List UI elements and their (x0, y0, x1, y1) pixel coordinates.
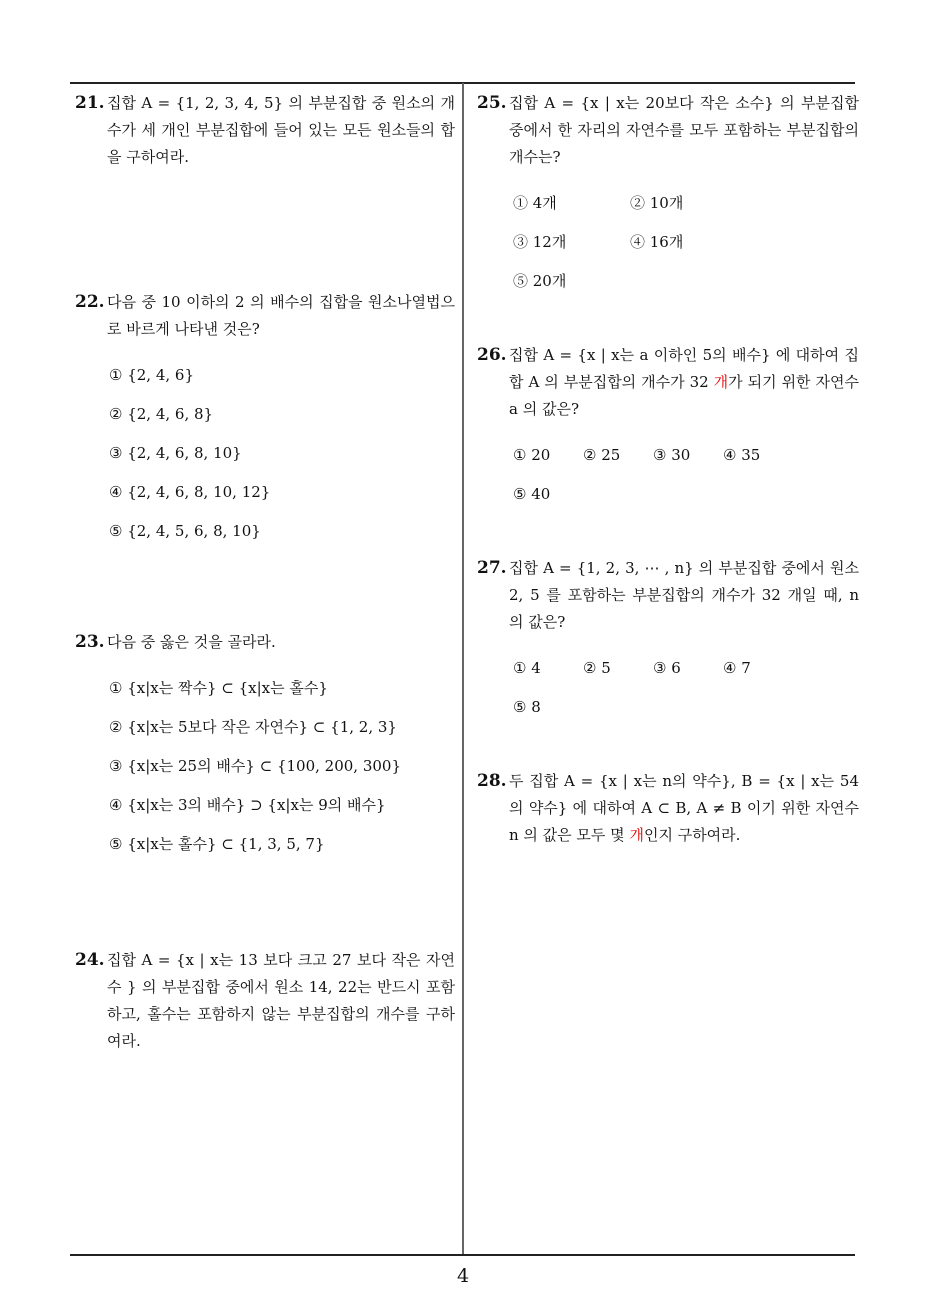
option-1[interactable]: ① {x|x는 짝수} ⊂ {x|x는 홀수} (109, 679, 328, 697)
question-25 (477, 90, 859, 301)
question-26-stem (477, 342, 859, 423)
column-divider (462, 83, 464, 1255)
question-text-part-2: 가 되기 위한 자연수 a 의 값은? (509, 373, 859, 418)
bottom-rule (70, 1254, 855, 1256)
question-number: 22. (75, 292, 105, 312)
option-5[interactable]: ⑤ 8 (513, 698, 541, 716)
option-3[interactable]: ③ {x|x는 25의 배수} ⊂ {100, 200, 300} (109, 757, 402, 775)
question-text: 집합 A = {x | x는 13 보다 크고 27 보다 작은 자연수 } 의 부분집합 중에서 원소 14, 22는 반드시 포함하고, 홀수는 포함하지 않는 부분집합의 개수를 구하여라. (107, 951, 455, 1050)
question-27 (477, 555, 859, 727)
question-24-stem (75, 947, 455, 1055)
highlighted-word: 개 (713, 373, 729, 391)
answer-options (75, 356, 455, 551)
question-22 (75, 289, 455, 551)
option-3[interactable]: ③ {2, 4, 6, 8, 10} (109, 444, 242, 462)
question-number: 27. (477, 558, 507, 578)
highlighted-word: 개 (629, 826, 644, 844)
option-3[interactable]: ③ 12개 (513, 233, 567, 251)
question-23-stem (75, 629, 455, 656)
option-2[interactable]: ② 5 (583, 659, 611, 677)
option-2[interactable]: ② {x|x는 5보다 작은 자연수} ⊂ {1, 2, 3} (109, 718, 397, 736)
question-24 (75, 947, 455, 1055)
option-4[interactable]: ④ 7 (723, 659, 751, 677)
question-text: 집합 A = {x | x는 20보다 작은 소수} 의 부분집합 중에서 한 자리의 자연수를 모두 포함하는 부분집합의 개수는? (509, 94, 859, 166)
question-number: 21. (75, 93, 105, 113)
option-1[interactable]: ① {2, 4, 6} (109, 366, 195, 384)
question-25-stem (477, 90, 859, 171)
question-number: 24. (75, 950, 105, 970)
question-text: 다음 중 옳은 것을 골라라. (107, 633, 276, 651)
answer-options (477, 649, 859, 727)
option-4[interactable]: ④ 35 (723, 446, 761, 464)
option-5[interactable]: ⑤ {x|x는 홀수} ⊂ {1, 3, 5, 7} (109, 835, 325, 853)
question-28-stem (477, 768, 859, 849)
question-22-stem (75, 289, 455, 343)
question-21-stem (75, 90, 455, 171)
option-3[interactable]: ③ 6 (653, 659, 681, 677)
question-text-part-1: 집합 A = {x | x는 a 이하인 5의 배수} 에 대하여 집합 A 의 부분집합의 개수가 32 (509, 346, 859, 391)
question-28 (477, 768, 859, 849)
option-3[interactable]: ③ 30 (653, 446, 691, 464)
question-21 (75, 90, 455, 171)
question-text-part-2: 인지 구하여라. (643, 826, 741, 844)
question-text: 다음 중 10 이하의 2 의 배수의 집합을 원소나열법으로 바르게 나타낸 것은? (107, 293, 455, 338)
question-23 (75, 629, 455, 864)
option-1[interactable]: ① 20 (513, 446, 551, 464)
question-27-stem (477, 555, 859, 636)
option-4[interactable]: ④ {2, 4, 6, 8, 10, 12} (109, 483, 271, 501)
option-1[interactable]: ① 4 (513, 659, 541, 677)
question-number: 26. (477, 345, 507, 365)
question-text: 집합 A = {1, 2, 3, 4, 5} 의 부분집합 중 원소의 개수가 세 개인 부분집합에 들어 있는 모든 원소들의 합을 구하여라. (107, 94, 455, 166)
option-5[interactable]: ⑤ {2, 4, 5, 6, 8, 10} (109, 522, 261, 540)
question-text-part-1: 두 집합 A = {x | x는 n의 약수}, B = {x | x는 54의 약수} 에 대하여 A ⊂ B, A ≠ B 이기 위한 자연수 n 의 값은 모두 몇 (509, 772, 859, 844)
question-number: 28. (477, 771, 507, 791)
question-number: 23. (75, 632, 105, 652)
option-2[interactable]: ② 25 (583, 446, 621, 464)
question-number: 25. (477, 93, 507, 113)
option-1[interactable]: ① 4개 (513, 194, 557, 212)
answer-options (477, 184, 859, 301)
option-5[interactable]: ⑤ 40 (513, 485, 551, 503)
answer-options (477, 436, 859, 514)
option-2[interactable]: ② {2, 4, 6, 8} (109, 405, 214, 423)
option-2[interactable]: ② 10개 (630, 194, 684, 212)
option-5[interactable]: ⑤ 20개 (513, 272, 567, 290)
answer-options (75, 669, 455, 864)
option-4[interactable]: ④ 16개 (630, 233, 684, 251)
page-number: 4 (456, 1265, 470, 1287)
option-4[interactable]: ④ {x|x는 3의 배수} ⊃ {x|x는 9의 배수} (109, 796, 386, 814)
question-text: 집합 A = {1, 2, 3, ⋯ , n} 의 부분집합 중에서 원소 2, 5 를 포함하는 부분집합의 개수가 32 개일 때, n 의 값은? (509, 559, 859, 631)
question-26 (477, 342, 859, 514)
